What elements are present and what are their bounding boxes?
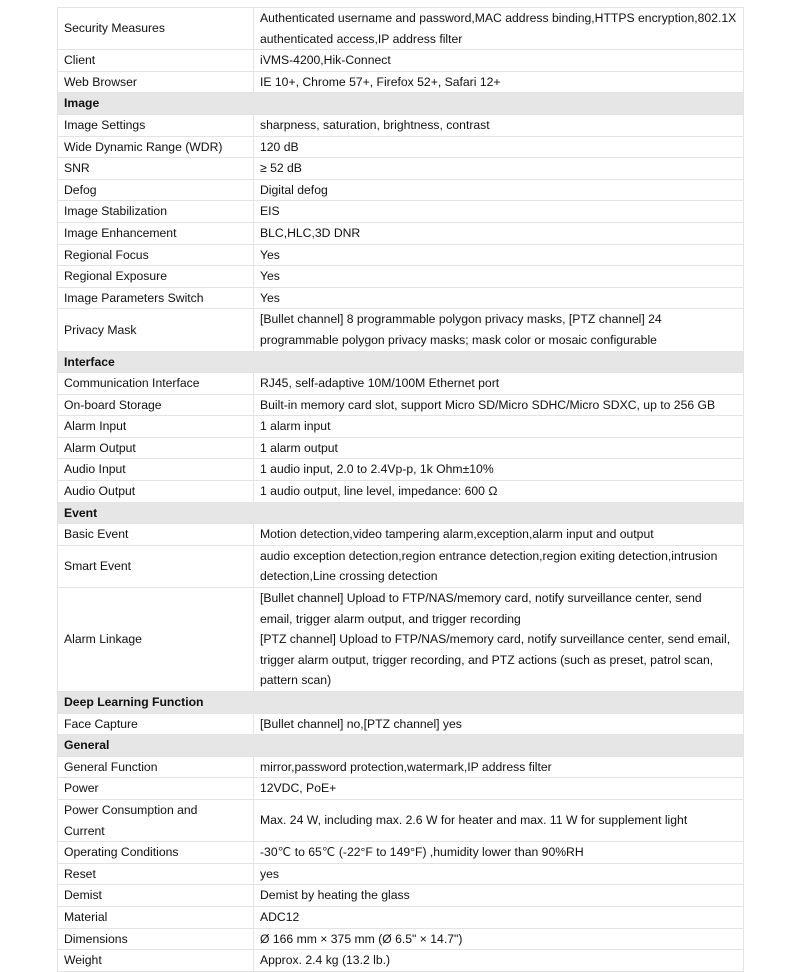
spec-label: Face Capture xyxy=(58,713,254,735)
spec-value xyxy=(254,481,744,503)
spec-value xyxy=(254,950,744,972)
spec-value-line: authenticated access,IP address filter xyxy=(260,31,463,46)
spec-value-line: RJ45, self-adaptive 10M/100M Ethernet port xyxy=(260,376,500,391)
spec-value xyxy=(254,287,744,309)
spec-row-communication-interface xyxy=(58,373,744,395)
spec-row-alarm-output xyxy=(58,437,744,459)
spec-value-line: Approx. 2.4 kg (13.2 lb.) xyxy=(260,953,391,968)
spec-value-line: 12VDC, PoE+ xyxy=(260,781,337,796)
spec-label xyxy=(58,799,254,841)
section-title: Event xyxy=(58,502,744,524)
spec-row-regional-focus xyxy=(58,244,744,266)
section-header-image xyxy=(58,93,744,115)
spec-value xyxy=(254,863,744,885)
spec-row-image-enhancement xyxy=(58,222,744,244)
spec-row-smart-event xyxy=(58,545,744,587)
spec-value xyxy=(254,545,744,587)
spec-value-line: [Bullet channel] no,[PTZ channel] yes xyxy=(260,716,462,731)
spec-value xyxy=(254,756,744,778)
spec-value-line: [PTZ channel] Upload to FTP/NAS/memory card, notify surveillance center, send email, xyxy=(260,632,731,647)
spec-label: Basic Event xyxy=(58,524,254,546)
spec-value xyxy=(254,799,744,841)
spec-row-defog xyxy=(58,179,744,201)
spec-row-image-parameters-switch xyxy=(58,287,744,309)
spec-label: Material xyxy=(58,906,254,928)
spec-value-line: Motion detection,video tampering alarm,exception,alarm input and output xyxy=(260,527,654,542)
spec-row-wide-dynamic-range-wdr xyxy=(58,136,744,158)
spec-value-line: Ø 166 mm × 375 mm (Ø 6.5" × 14.7") xyxy=(260,931,463,946)
spec-value-line: Built-in memory card slot, support Micro SD/Micro SDHC/Micro SDXC, up to 256 GB xyxy=(260,397,716,412)
spec-label: Audio Output xyxy=(58,481,254,503)
spec-row-audio-input xyxy=(58,459,744,481)
spec-value-line: detection,Line crossing detection xyxy=(260,569,438,584)
spec-value-line: ADC12 xyxy=(260,909,300,924)
spec-value xyxy=(254,201,744,223)
spec-value xyxy=(254,928,744,950)
spec-row-operating-conditions xyxy=(58,842,744,864)
spec-label: Alarm Linkage xyxy=(58,588,254,692)
spec-value-line: Max. 24 W, including max. 2.6 W for heater and max. 11 W for supplement light xyxy=(260,813,688,828)
spec-value xyxy=(254,114,744,136)
spec-value-line: mirror,password protection,watermark,IP address filter xyxy=(260,759,552,774)
spec-label: Security Measures xyxy=(58,8,254,50)
spec-value xyxy=(254,136,744,158)
spec-value xyxy=(254,906,744,928)
spec-value-line: Authenticated username and password,MAC address binding,HTTPS encryption,802.1X xyxy=(260,11,737,25)
spec-value xyxy=(254,778,744,800)
spec-value-line: audio exception detection,region entrance detection,region exiting detection,intrusion xyxy=(260,548,718,563)
spec-label: General Function xyxy=(58,756,254,778)
spec-value-line: email, trigger alarm output, and trigger recording xyxy=(260,611,521,626)
spec-row-material xyxy=(58,906,744,928)
spec-label: Image Settings xyxy=(58,114,254,136)
spec-table-body xyxy=(58,8,744,972)
spec-label: Regional Exposure xyxy=(58,266,254,288)
spec-row-weight xyxy=(58,950,744,972)
spec-label: SNR xyxy=(58,158,254,180)
section-title: Deep Learning Function xyxy=(58,692,744,714)
spec-value xyxy=(254,179,744,201)
spec-value xyxy=(254,309,744,351)
spec-row-image-settings xyxy=(58,114,744,136)
spec-value xyxy=(254,394,744,416)
spec-value xyxy=(254,266,744,288)
spec-value-line: 1 audio output, line level, impedance: 600 Ω xyxy=(260,484,498,499)
spec-label: Alarm Output xyxy=(58,437,254,459)
spec-label: Communication Interface xyxy=(58,373,254,395)
spec-value xyxy=(254,71,744,93)
spec-label: Client xyxy=(58,50,254,72)
spec-value xyxy=(254,50,744,72)
spec-label-line: Current xyxy=(64,823,105,838)
spec-row-dimensions xyxy=(58,928,744,950)
spec-row-web-browser xyxy=(58,71,744,93)
spec-value-line: IE 10+, Chrome 57+, Firefox 52+, Safari 12+ xyxy=(260,74,501,89)
spec-value xyxy=(254,459,744,481)
section-title: Image xyxy=(58,93,744,115)
spec-row-basic-event xyxy=(58,524,744,546)
spec-label: Image Stabilization xyxy=(58,201,254,223)
spec-value-line: Yes xyxy=(260,269,280,284)
spec-row-on-board-storage xyxy=(58,394,744,416)
spec-label: On-board Storage xyxy=(58,394,254,416)
spec-value-line: 1 audio input, 2.0 to 2.4Vp-p, 1k Ohm±10% xyxy=(260,462,494,477)
spec-value xyxy=(254,842,744,864)
spec-table xyxy=(57,7,744,972)
spec-label: Image Parameters Switch xyxy=(58,287,254,309)
section-header-event xyxy=(58,502,744,524)
spec-row-face-capture xyxy=(58,713,744,735)
spec-row-general-function xyxy=(58,756,744,778)
spec-value-line: -30℃ to 65℃ (-22°F to 149°F) ,humidity lower than 90%RH xyxy=(260,845,584,860)
spec-row-power xyxy=(58,778,744,800)
spec-value xyxy=(254,373,744,395)
spec-row-demist xyxy=(58,885,744,907)
spec-value-line: Yes xyxy=(260,290,280,305)
spec-value-line: Demist by heating the glass xyxy=(260,888,410,903)
spec-label-line: Power Consumption and xyxy=(64,802,198,817)
spec-row-audio-output xyxy=(58,481,744,503)
spec-row-privacy-mask xyxy=(58,309,744,351)
spec-value-line: [Bullet channel] 8 programmable polygon privacy masks, [PTZ channel] 24 xyxy=(260,312,662,327)
spec-value-line: BLC,HLC,3D DNR xyxy=(260,225,361,240)
spec-value-line: programmable polygon privacy masks; mask color or mosaic configurable xyxy=(260,332,657,347)
spec-value xyxy=(254,437,744,459)
spec-label: Defog xyxy=(58,179,254,201)
spec-value xyxy=(254,588,744,692)
spec-value-line: 1 alarm output xyxy=(260,440,338,455)
spec-label: Dimensions xyxy=(58,928,254,950)
spec-value xyxy=(254,713,744,735)
spec-row-security-measures xyxy=(58,8,744,50)
spec-label: Alarm Input xyxy=(58,416,254,438)
spec-value-line: EIS xyxy=(260,204,280,219)
spec-value xyxy=(254,416,744,438)
spec-label: Image Enhancement xyxy=(58,222,254,244)
spec-value-line: ≥ 52 dB xyxy=(260,161,302,176)
spec-value xyxy=(254,524,744,546)
spec-row-regional-exposure xyxy=(58,266,744,288)
spec-value xyxy=(254,8,744,50)
spec-label: Reset xyxy=(58,863,254,885)
spec-label: Operating Conditions xyxy=(58,842,254,864)
spec-row-alarm-linkage xyxy=(58,588,744,692)
spec-row-power-consumption-and-current xyxy=(58,799,744,841)
spec-row-image-stabilization xyxy=(58,201,744,223)
spec-label: Demist xyxy=(58,885,254,907)
spec-label: Regional Focus xyxy=(58,244,254,266)
spec-value xyxy=(254,158,744,180)
spec-value-line: yes xyxy=(260,866,279,881)
spec-label: Privacy Mask xyxy=(58,309,254,351)
spec-row-reset xyxy=(58,863,744,885)
spec-label: Smart Event xyxy=(58,545,254,587)
spec-table-container xyxy=(57,7,743,972)
section-title: Interface xyxy=(58,351,744,373)
spec-label: Power xyxy=(58,778,254,800)
spec-label: Wide Dynamic Range (WDR) xyxy=(58,136,254,158)
section-header-deep-learning-function xyxy=(58,692,744,714)
section-header-general xyxy=(58,735,744,757)
section-title: General xyxy=(58,735,744,757)
spec-value-line: 120 dB xyxy=(260,139,299,154)
spec-value-line: pattern scan) xyxy=(260,673,332,688)
spec-row-alarm-input xyxy=(58,416,744,438)
spec-value xyxy=(254,244,744,266)
spec-value-line: Digital defog xyxy=(260,182,328,197)
spec-value xyxy=(254,222,744,244)
spec-value xyxy=(254,885,744,907)
spec-value-line: [Bullet channel] Upload to FTP/NAS/memory card, notify surveillance center, send xyxy=(260,591,702,606)
spec-label: Audio Input xyxy=(58,459,254,481)
spec-label: Web Browser xyxy=(58,71,254,93)
spec-row-client xyxy=(58,50,744,72)
spec-label: Weight xyxy=(58,950,254,972)
spec-value-line: sharpness, saturation, brightness, contrast xyxy=(260,117,490,132)
spec-value-line: Yes xyxy=(260,247,280,262)
spec-value-line: trigger alarm output, trigger recording, and PTZ actions (such as preset, patrol scan, xyxy=(260,652,714,667)
spec-row-snr xyxy=(58,158,744,180)
section-header-interface xyxy=(58,351,744,373)
spec-value-line: iVMS-4200,Hik-Connect xyxy=(260,53,391,68)
spec-value-line: 1 alarm input xyxy=(260,419,331,434)
